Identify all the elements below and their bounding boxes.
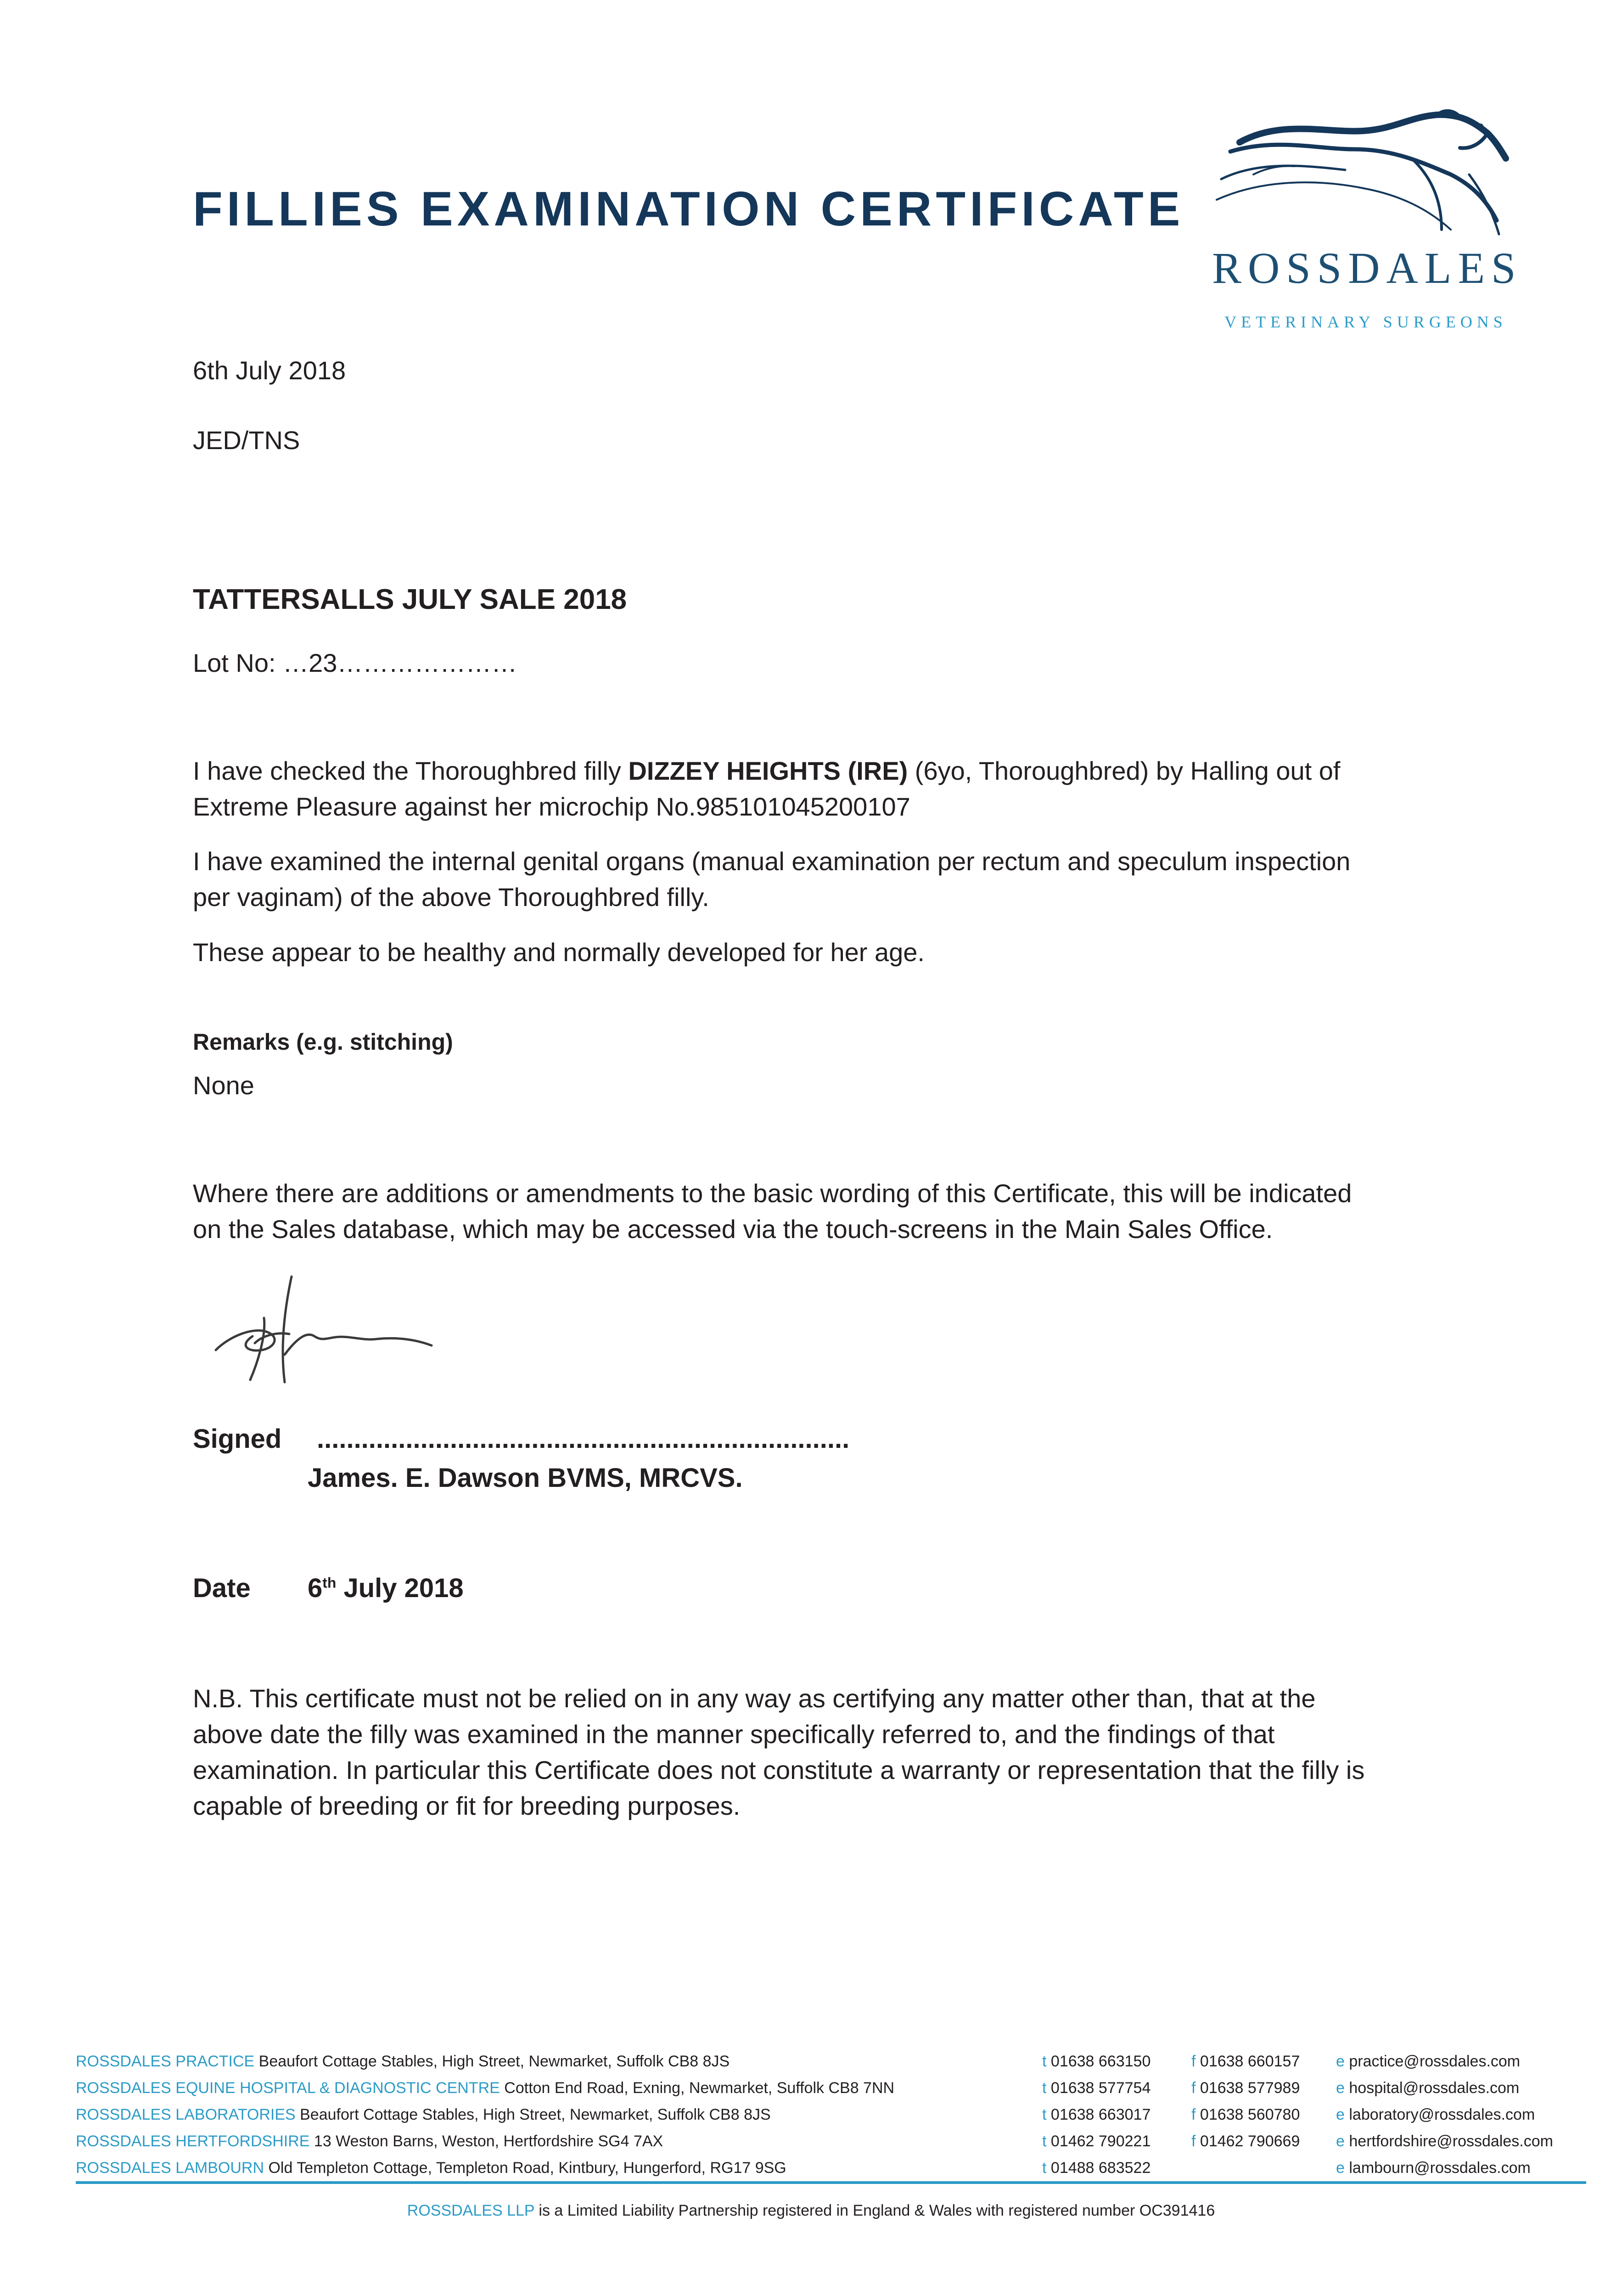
disclaimer-line1: N.B. This certificate must not be relied on in any way as certifying any matter other than, that at the: [193, 1684, 1316, 1713]
logo-tagline: VETERINARY SURGEONS: [1224, 313, 1507, 331]
footer-phone: [1042, 2128, 1151, 2155]
footer-row: [76, 2075, 894, 2101]
paragraph-check: [193, 753, 1340, 789]
footer-branch-name: ROSSDALES LAMBOURN: [76, 2159, 264, 2177]
logo-wordmark: ROSSDALES: [1212, 243, 1522, 293]
horse-name: DIZZEY HEIGHTS (IRE): [628, 756, 908, 785]
signed-label: Signed: [193, 1424, 282, 1454]
horse-logo-icon: [1212, 106, 1520, 248]
email-address[interactable]: hertfordshire@rossdales.com: [1349, 2133, 1553, 2150]
footer-phone: [1042, 2101, 1151, 2128]
paragraph-exam-line1: I have examined the internal genital organs (manual examination per rectum and speculum inspection: [193, 847, 1351, 876]
date-label: Date: [193, 1573, 251, 1603]
phone-number: 01488 683522: [1050, 2159, 1151, 2177]
footer-branch-name: ROSSDALES HERTFORDSHIRE: [76, 2133, 310, 2150]
fax-number: 01638 577989: [1200, 2079, 1300, 2097]
paragraph-check-text-a: I have checked the Thoroughbred filly: [193, 756, 629, 785]
footer-row: [76, 2128, 663, 2155]
paragraph-amendments-line1: Where there are additions or amendments to the basic wording of this Certificate, this will be indicated: [193, 1179, 1352, 1208]
footer-phone: [1042, 2155, 1151, 2181]
footer-branch-name: ROSSDALES EQUINE HOSPITAL & DIAGNOSTIC CENTRE: [76, 2079, 500, 2097]
rossdales-logo: [1212, 106, 1520, 335]
fax-prefix: f: [1191, 2053, 1196, 2070]
fax-prefix: f: [1191, 2133, 1196, 2150]
email-prefix: e: [1336, 2053, 1345, 2070]
footer-email: [1336, 2101, 1535, 2128]
fax-number: 01462 790669: [1200, 2133, 1300, 2150]
reference-code: JED/TNS: [193, 426, 300, 455]
email-prefix: e: [1336, 2159, 1345, 2177]
letter-date: 6th July 2018: [193, 356, 346, 385]
fax-prefix: f: [1191, 2106, 1196, 2123]
paragraph-finding: These appear to be healthy and normally developed for her age.: [193, 938, 925, 967]
footer-row: [76, 2048, 730, 2075]
footer-email: [1336, 2155, 1531, 2181]
footer-branch-name: ROSSDALES PRACTICE: [76, 2053, 255, 2070]
footer-row: [76, 2155, 786, 2181]
paragraph-check-line2: Extreme Pleasure against her microchip No.985101045200107: [193, 792, 910, 821]
remarks-label: Remarks (e.g. stitching): [193, 1029, 453, 1055]
signed-date: [308, 1573, 464, 1604]
footer-fax: [1191, 2128, 1300, 2155]
handwritten-signature: [211, 1258, 468, 1391]
footer-branch-address: Old Templeton Cottage, Templeton Road, Kintbury, Hungerford, RG17 9SG: [264, 2159, 786, 2177]
footer-phone: [1042, 2075, 1151, 2101]
footer-divider: [76, 2181, 1586, 2184]
signed-date-suffix: th: [322, 1574, 337, 1591]
disclaimer-line2: above date the filly was examined in the manner specifically referred to, and the findings of that: [193, 1720, 1275, 1749]
footer-phone: [1042, 2048, 1151, 2075]
llp-name: ROSSDALES LLP: [407, 2202, 534, 2219]
fax-number: 01638 560780: [1200, 2106, 1300, 2123]
fax-number: 01638 660157: [1200, 2053, 1300, 2070]
email-prefix: e: [1336, 2133, 1345, 2150]
phone-prefix: t: [1042, 2079, 1047, 2097]
document-title: FILLIES EXAMINATION CERTIFICATE: [193, 182, 1184, 236]
llp-registration: [0, 2197, 1622, 2224]
footer-branch-address: Cotton End Road, Exning, Newmarket, Suffolk CB8 7NN: [500, 2079, 895, 2097]
phone-number: 01638 663017: [1050, 2106, 1151, 2123]
phone-prefix: t: [1042, 2159, 1047, 2177]
phone-number: 01638 577754: [1050, 2079, 1151, 2097]
signer-name: James. E. Dawson BVMS, MRCVS.: [308, 1463, 743, 1493]
phone-number: 01638 663150: [1050, 2053, 1151, 2070]
disclaimer-line3: examination. In particular this Certificate does not constitute a warranty or representation that the filly is: [193, 1756, 1365, 1784]
footer-branch-address: 13 Weston Barns, Weston, Hertfordshire SG4 7AX: [309, 2133, 663, 2150]
footer-branch-address: Beaufort Cottage Stables, High Street, Newmarket, Suffolk CB8 8JS: [295, 2106, 771, 2123]
phone-prefix: t: [1042, 2106, 1047, 2123]
footer-contacts: [76, 2048, 1586, 2186]
paragraph-exam-line2: per vaginam) of the above Thoroughbred filly.: [193, 883, 709, 912]
sale-heading: TATTERSALLS JULY SALE 2018: [193, 584, 627, 615]
phone-prefix: t: [1042, 2053, 1047, 2070]
footer-row: [76, 2101, 771, 2128]
footer-branch-address: Beaufort Cottage Stables, High Street, Newmarket, Suffolk CB8 8JS: [254, 2053, 730, 2070]
phone-prefix: t: [1042, 2133, 1047, 2150]
email-prefix: e: [1336, 2079, 1345, 2097]
signature-line: ........................................................................: [317, 1424, 850, 1454]
footer-email: [1336, 2075, 1519, 2101]
lot-number: Lot No: …23…………………: [193, 648, 517, 677]
paragraph-amendments-line2: on the Sales database, which may be accessed via the touch-screens in the Main Sales Office.: [193, 1215, 1273, 1244]
signed-date-day: 6: [308, 1573, 323, 1603]
remarks-value: None: [193, 1071, 254, 1100]
paragraph-check-text-b: (6yo, Thoroughbred) by Halling out of: [908, 756, 1341, 785]
fax-prefix: f: [1191, 2079, 1196, 2097]
footer-fax: [1191, 2101, 1300, 2128]
disclaimer-line4: capable of breeding or fit for breeding purposes.: [193, 1791, 741, 1820]
footer-fax: [1191, 2075, 1300, 2101]
email-address[interactable]: practice@rossdales.com: [1349, 2053, 1521, 2070]
email-address[interactable]: hospital@rossdales.com: [1349, 2079, 1520, 2097]
email-prefix: e: [1336, 2106, 1345, 2123]
signed-date-rest: July 2018: [336, 1573, 464, 1603]
footer-email: [1336, 2048, 1520, 2075]
footer-fax: [1191, 2048, 1300, 2075]
llp-text: is a Limited Liability Partnership registered in England & Wales with registered number OC391416: [534, 2202, 1215, 2219]
phone-number: 01462 790221: [1050, 2133, 1151, 2150]
email-address[interactable]: lambourn@rossdales.com: [1349, 2159, 1531, 2177]
email-address[interactable]: laboratory@rossdales.com: [1349, 2106, 1535, 2123]
footer-email: [1336, 2128, 1553, 2155]
footer-branch-name: ROSSDALES LABORATORIES: [76, 2106, 296, 2123]
